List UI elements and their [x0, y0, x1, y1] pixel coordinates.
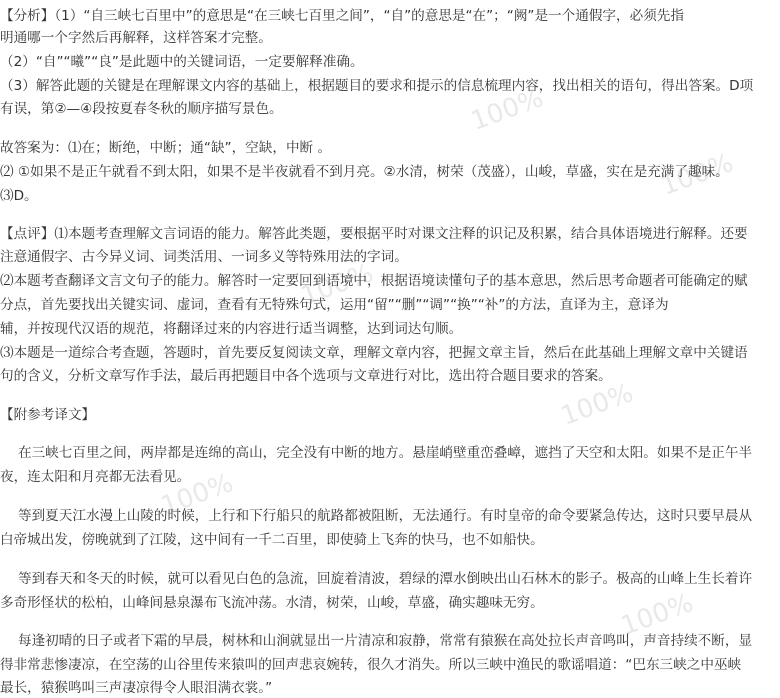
watermark: 100%: [157, 468, 238, 522]
translation-paragraph-line: 每逢初晴的日子或者下霜的早晨，树林和山涧就显出一片清凉和寂静，常常有猿猴在高处拉长声音鸣叫，声音持续不断，显: [18, 633, 753, 649]
answer-line: ⑶D。: [0, 188, 38, 204]
translation-paragraph-line: 白帝城出发，傍晚就到了江陵，这中间有一千二百里，即使骑上飞奔的快马，也不如船快。: [0, 532, 544, 548]
comment-line: 分点，首先要找出关键实词、虚词，查看有无特殊句式，运用“留”“删”“调”“换”“补”的方法，直译为主，意译为: [0, 297, 669, 313]
answer-line: 故答案为：⑴在；断绝，中断；通“缺”，空缺，中断 。: [0, 140, 332, 156]
watermark: 100%: [617, 588, 698, 642]
analysis-line: 明通哪一个字然后再解释，这样答案才完整。: [0, 30, 272, 46]
watermark: 100%: [297, 258, 378, 312]
analysis-line: 【分析】（1）“自三峡七百里中”的意思是“在三峡七百里之间”，“自”的意思是“在”；“阙”是一个通假字，必须先指: [0, 8, 684, 24]
comment-line: 句的含义，分析文章写作手法，最后再把题目中各个选项与文章进行对比，选出符合题目要求的答案。: [0, 368, 612, 384]
watermark: 100%: [467, 83, 548, 137]
comment-line: ⑶本题是一道综合考查题，答题时，首先要反复阅读文章，理解文章内容，把握文章主旨，然后在此基础上理解文章中关键语: [0, 345, 748, 361]
translation-paragraph-line: 多奇形怪状的松柏，山峰间悬泉瀑布飞流冲荡。水清，树荣，山峻，草盛，确实趣味无穷。: [0, 595, 544, 611]
analysis-line: 有误，第②—④段按夏春冬秋的顺序描写景色。: [0, 101, 283, 117]
watermark: 100%: [657, 148, 738, 202]
comment-line: 注意通假字、古今异义词、词类活用、一词多义等特殊用法的字词。: [0, 249, 408, 265]
comment-line: 【点评】⑴本题考查理解文言词语的能力。解答此类题，要根据平时对课文注释的识记及积累，结合具体语境进行解释。还要: [0, 226, 748, 242]
analysis-line: （3）解答此题的关键是在理解课文内容的基础上，根据题目的要求和提示的信息梳理内容，找出相关的语句，得出答案。D项: [0, 78, 754, 94]
watermark: 100%: [557, 378, 638, 432]
analysis-line: （2）“自”“曦”“良”是此题中的关键词语，一定要解释准确。: [0, 54, 364, 70]
translation-paragraph-line: 等到春天和冬天的时候，就可以看见白色的急流，回旋着清波，碧绿的潭水倒映出山石林木的影子。极高的山峰上生长着许: [18, 571, 753, 587]
comment-line: 辅，并按现代汉语的规范，将翻译过来的内容进行适当调整，达到词达句顺。: [0, 321, 463, 337]
translation-paragraph-line: 在三峡七百里之间，两岸都是连绵的高山，完全没有中断的地方。悬崖峭壁重峦叠嶂，遮挡了天空和太阳。如果不是正午半: [18, 445, 753, 461]
answer-line: ⑵ ①如果不是正午就看不到太阳，如果不是半夜就看不到月亮。②水清，树荣（茂盛），山峻，草盛，实在是充满了趣味。: [0, 164, 729, 180]
translation-paragraph-line: 夜，连太阳和月亮都无法看见。: [0, 469, 191, 485]
comment-line: ⑵本题考查翻译文言文句子的能力。解答时一定要回到语境中，根据语境读懂句子的基本意思，然后思考命题者可能确定的赋: [0, 273, 748, 289]
translation-heading: 【附参考译文】: [0, 407, 96, 423]
translation-paragraph-line: 得非常悲惨凄凉，在空荡的山谷里传来猿叫的回声悲哀婉转，很久才消失。所以三峡中渔民的歌谣唱道：“巴东三峡之中巫峡: [0, 657, 742, 673]
translation-paragraph-line: 最长，猿猴鸣叫三声凄凉得令人眼泪满衣裳。”: [0, 680, 273, 696]
translation-paragraph-line: 等到夏天江水漫上山陵的时候，上行和下行船只的航路都被阻断，无法通行。有时皇帝的命令要紧急传达，这时只要早晨从: [18, 508, 753, 524]
